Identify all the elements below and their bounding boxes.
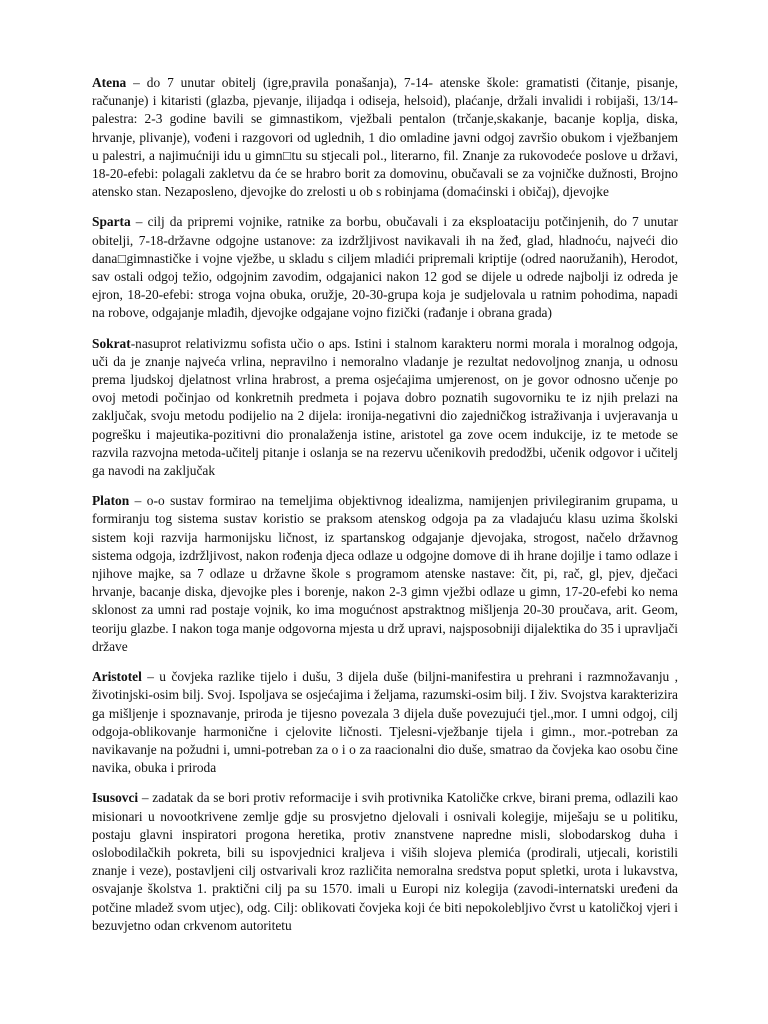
- section-text: – zadatak da se bori protiv reformacije i svih protivnika Katoličke crkve, birani prema, odlazili kao misionari u novootkrivene zemlje gdje su prosvjetno djelovali i osnivali kolegije, miješaju se u politiku, postaju glavni inspiratori progona heretika, protiv znanstvene napredne misli, slobodarskog duha i oslobodilačkih pokreta, bili su ispovjednici kraljeva i viših slojeva plemića (prodirali, utjecali, koristili znanje i veze), postavljeni cilj ostvarivali kroz različita nemoralna sredstva poput spletki, urota i lukavstva, osvajanje školstva 1. praktični cilj pa su 1570. imali u Europi niz kolegija (zavodi-internatski uređeni da potčine mladež svom utjec), odg. Cilj: oblikovati čovjeka koji će biti nepokolebljivo čvrst u katoličkoj vjeri i bezuvjetno odan crkvenom autoritetu: [92, 790, 678, 933]
- section-sokrat: [92, 335, 678, 481]
- section-atena: [92, 74, 678, 201]
- section-term: Atena: [92, 75, 127, 90]
- section-term: Sparta: [92, 214, 131, 230]
- section-text: – do 7 unutar obitelj (igre,pravila ponašanja), 7-14- atenske škole: gramatisti (čitanje, pisanje, računanje) i kitaristi (glazba, pjevanje, ilijadqa i odiseja, helsoid), plaćanje, držali invalidi i robijaši, 13/14-palestra: 2-3 godine bavili se gimnastikom, vježbali pentalon (trčanje,skakanje, bacanje koplja, diska, hrvanje, plivanje), vođeni i razgovori od uglednih, 1 dio omladine javni odgoj završio obukom i vježbanjem u palestri, a najimućniji idu u gimn□tu su stjecali pol., literarno, fil. Znanje za rukovodeće poslove u državi, 18-20-efebi: polagali zakletvu da će se hrabro borit za domovinu, obučavali se za vojničke dužnosti, Brojno atensko stan. Nezaposleno, djevojke do zrelosti u ob s robinjama (domaćinski i običaj), djevojke: [92, 75, 678, 200]
- section-aristotel: [92, 668, 678, 777]
- section-isusovci: [92, 789, 678, 935]
- section-sparta: [92, 213, 678, 322]
- section-term: Aristotel: [92, 669, 142, 685]
- section-text: – o-o sustav formirao na temeljima objektivnog idealizma, namijenjen privilegiranim grupama, u formiranju tog sistema sustav koristio se praksom atenskog odgoja pa za vladajuću klasu uzima školski sistem koji razvija harmonijsku ličnost, iz spartanskog odgajanje djevojaka, strogost, načelo državnog sistema odgoja, izdržljivost, nakon rođenja djeca odlaze u odgojne domove di ih hrane dojilje i tamo odlaze i njihove majke, sa 7 odlaze u državne škole s programom atenske nastave: čit, pi, rač, gl, pjev, dječaci hrvanje, bacanje diska, djevojke ples i borenje, nakon 2-3 gimn vježbi odlaze u gimn, 17-20-efebi ko nema sklonost za umni rad postaje vojnik, ko ima mogućnost apstraktnog mišljenja 20-30 proučava, arit. Geom, teoriju glazbe. I nakon toga manje odgovorna mjesta u drž upravi, najsposobniji dijalektika do 35 i upravljači države: [92, 493, 678, 654]
- document-page: [92, 74, 678, 947]
- section-platon: [92, 492, 678, 656]
- section-text: – cilj da pripremi vojnike, ratnike za borbu, obučavali i za eksploataciju potčinjenih, do 7 unutar obitelji, 7-18-državne odgojne ustanove: za izdržljivost navikavali ih na žeđ, glad, hladnoću, najveći dio dana□gimnastičke i vojne vježbe, u skladu s ciljem mladići pripremali kriptije (odred naoružanih), Herodot, sav ostali odgoj težio, odgojnim zavodim, odgajanici nakon 12 god se dijele u odrede najbolji iz odreda je ejron, 18-20-efebi: stroga vojna obuka, oružje, 20-30-grupa koja je sudjelovala u ratnim pohodima, napadi na robove, odgajanje mlađih, djevojke odgajane vojno fizički (rađanje i obrana grada): [92, 214, 678, 321]
- section-term: Platon: [92, 493, 130, 509]
- section-term: Sokrat: [92, 335, 131, 351]
- section-text: -nasuprot relativizmu sofista učio o aps. Istini i stalnom karakteru normi morala i moralnog odgoja, uči da je znanje najveća vrlina, nepravilno i nemoralno vladanje je rezultat nedovoljnog znanja, u odnosu prema ljudskoj djelatnost vrlina hrabrost, a prema osjećajima umjerenost, on je govor odnosno učenje po ovoj metodi počinjao od konkretnih predmeta i pojava dobro poznatih sugovorniku te iz njih prelazi na zaključak, svoju metodu podijelio na 2 dijela: ironija-negativni dio zajedničkog istraživanja i uvjeravanja u pogrešku i majeutika-pozitivni dio pronalaženja istine, aristotel ga zove ocem indukcije, iz te metode se razvila razvojna metoda-učitelj pitanje i oslanja se na rezervu učenikovih predodžbi, učenik odgovor i učitelj ga navodi na zaključak: [92, 335, 678, 479]
- section-text: – u čovjeka razlike tijelo i dušu, 3 dijela duše (biljni-manifestira u prehrani i razmnožavanju , životinjski-osim bilj. Svoj. Ispoljava se osjećajima i željama, razumski-osim bilj. I živ. Svojstva karakterizira ga mišljenje i spoznavanje, priroda je tijesno povezala 3 dijela duše povezujući tjel.,mor. I umni odgoj, cilj odgoja-oblikovanje harmonične i cjelovite ličnosti. Tjelesni-vježbanje tijela i gimn., mor.-potreban za navikavanje na požudni i, umni-potreban za o i o za raacionalni dio duše, smatrao da čovjeka kao osobu čine navika, obuka i priroda: [92, 669, 678, 776]
- section-term: Isusovci: [92, 790, 139, 806]
